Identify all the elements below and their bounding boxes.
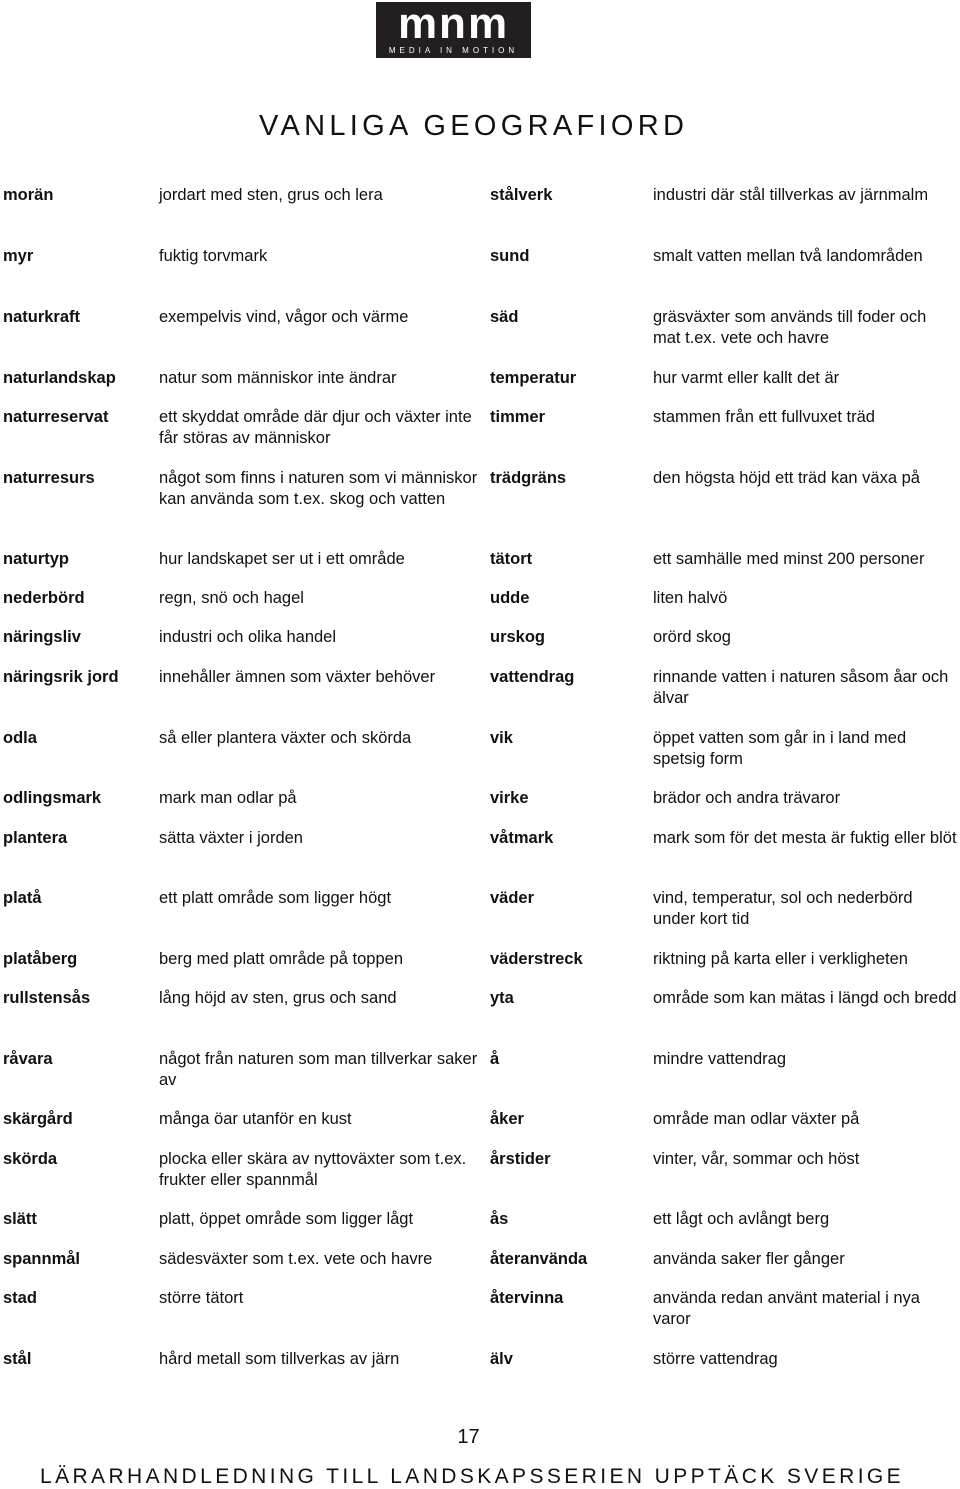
term-right: stålverk (490, 186, 553, 204)
term-right: vattendrag (490, 668, 575, 686)
definition-right: stammen från ett fullvuxet träd (653, 408, 875, 426)
definition-right: gräsväxter som används till foder och mat t.ex. vete och havre (653, 308, 927, 347)
mnm-logo (376, 2, 531, 58)
definition-right: den högsta höjd ett träd kan växa på (653, 469, 920, 487)
term-right: väder (490, 889, 535, 907)
term-right: å (490, 1050, 500, 1068)
term-left: råvara (3, 1050, 53, 1068)
page-title: VANLIGA GEOGRAFIORD (259, 110, 689, 142)
glossary-row (3, 307, 958, 368)
term-right: vik (490, 729, 513, 747)
glossary-row (3, 368, 958, 407)
term-right: ås (490, 1210, 509, 1228)
definition-right: område som kan mätas i längd och bredd (653, 989, 957, 1007)
term-left: skärgård (3, 1110, 73, 1128)
term-left: platåberg (3, 950, 78, 968)
glossary-row (3, 1209, 958, 1249)
term-right: urskog (490, 628, 546, 646)
term-left: näringsrik jord (3, 668, 119, 686)
term-right: sund (490, 247, 530, 265)
definition-left: större tätort (159, 1289, 244, 1307)
definition-left: industri och olika handel (159, 628, 337, 646)
definition-right: riktning på karta eller i verkligheten (653, 950, 908, 968)
term-right: våtmark (490, 829, 554, 847)
definition-left: hård metall som tillverkas av järn (159, 1350, 400, 1368)
term-right: timmer (490, 408, 546, 426)
definition-right: använda saker fler gånger (653, 1250, 845, 1268)
footer-title: LÄRARHANDLEDNING TILL LANDSKAPSSERIEN UPPTÄCK SVERIGE (40, 1465, 905, 1488)
definition-right: område man odlar växter på (653, 1110, 860, 1128)
definition-left: berg med platt område på toppen (159, 950, 403, 968)
definition-right: mark som för det mesta är fuktig eller blöt (653, 829, 957, 847)
term-right: säd (490, 308, 519, 326)
glossary-row (3, 468, 958, 549)
glossary-row (3, 1349, 958, 1389)
glossary-row (3, 1149, 958, 1209)
glossary-row (3, 949, 958, 988)
glossary-row (3, 185, 958, 246)
definition-left: ett platt område som ligger högt (159, 889, 392, 907)
glossary-row (3, 788, 958, 828)
definition-right: rinnande vatten i naturen såsom åar och älvar (653, 668, 949, 707)
definition-left: platt, öppet område som ligger lågt (159, 1210, 414, 1228)
glossary-table (3, 185, 958, 1389)
definition-left: så eller plantera växter och skörda (159, 729, 412, 747)
term-right: återvinna (490, 1289, 564, 1307)
definition-right: hur varmt eller kallt det är (653, 369, 840, 387)
glossary-row (3, 1049, 958, 1109)
glossary-row (3, 246, 958, 307)
glossary-row (3, 1109, 958, 1149)
term-left: stad (3, 1289, 37, 1307)
term-right: virke (490, 789, 529, 807)
term-left: naturresurs (3, 469, 95, 487)
glossary-row (3, 588, 958, 627)
term-right: väderstreck (490, 950, 583, 968)
term-right: udde (490, 589, 530, 607)
term-left: morän (3, 186, 54, 204)
term-right: åker (490, 1110, 524, 1128)
definition-left: sädesväxter som t.ex. vete och havre (159, 1250, 433, 1268)
definition-right: liten halvö (653, 589, 728, 607)
glossary-row (3, 549, 958, 588)
glossary-row (3, 728, 958, 788)
page-number: 17 (457, 1426, 480, 1448)
glossary-row (3, 888, 958, 949)
term-left: myr (3, 247, 34, 265)
term-left: naturreservat (3, 408, 109, 426)
term-left: odlingsmark (3, 789, 102, 807)
definition-left: sätta växter i jorden (159, 829, 303, 847)
term-right: temperatur (490, 369, 577, 387)
definition-right: industri där stål tillverkas av järnmalm (653, 186, 929, 204)
definition-right: ett samhälle med minst 200 personer (653, 550, 925, 568)
glossary-row (3, 407, 958, 468)
definition-left: fuktig torvmark (159, 247, 268, 265)
term-left: skörda (3, 1150, 58, 1168)
glossary-row (3, 1288, 958, 1349)
term-left: rullstensås (3, 989, 91, 1007)
definition-left: plocka eller skära av nyttoväxter som t.ex. frukter eller spannmål (159, 1150, 467, 1189)
term-left: spannmål (3, 1250, 81, 1268)
definition-left: något från naturen som man tillverkar saker av (159, 1050, 478, 1089)
term-right: yta (490, 989, 514, 1007)
term-left: naturlandskap (3, 369, 116, 387)
term-left: nederbörd (3, 589, 85, 607)
definition-left: ett skyddat område där djur och växter inte får störas av människor (159, 408, 472, 447)
glossary-row (3, 627, 958, 667)
term-left: plantera (3, 829, 68, 847)
logo-tagline: MEDIA IN MOTION (388, 46, 519, 55)
definition-right: använda redan använt material i nya varor (653, 1289, 920, 1328)
definition-right: mindre vattendrag (653, 1050, 786, 1068)
glossary-row (3, 1249, 958, 1288)
definition-left: många öar utanför en kust (159, 1110, 352, 1128)
glossary-row (3, 667, 958, 728)
definition-left: exempelvis vind, vågor och värme (159, 308, 409, 326)
term-left: stål (3, 1350, 32, 1368)
term-left: näringsliv (3, 628, 81, 646)
term-left: slätt (3, 1210, 37, 1228)
term-left: naturtyp (3, 550, 69, 568)
definition-right: större vattendrag (653, 1350, 778, 1368)
definition-left: mark man odlar på (159, 789, 297, 807)
logo-mark: mnm (397, 0, 510, 48)
definition-right: vinter, vår, sommar och höst (653, 1150, 860, 1168)
glossary-row (3, 988, 958, 1049)
definition-right: brädor och andra trävaror (653, 789, 841, 807)
term-right: tätort (490, 550, 533, 568)
definition-right: öppet vatten som går in i land med spetsig form (653, 729, 907, 768)
definition-left: lång höjd av sten, grus och sand (159, 989, 397, 1007)
definition-left: innehåller ämnen som växter behöver (159, 668, 436, 686)
term-right: trädgräns (490, 469, 567, 487)
definition-left: hur landskapet ser ut i ett område (159, 550, 405, 568)
definition-left: regn, snö och hagel (159, 589, 304, 607)
term-right: älv (490, 1350, 513, 1368)
definition-left: jordart med sten, grus och lera (159, 186, 383, 204)
definition-right: ett lågt och avlångt berg (653, 1210, 830, 1228)
definition-right: orörd skog (653, 628, 731, 646)
term-right: återanvända (490, 1250, 588, 1268)
term-right: årstider (490, 1150, 551, 1168)
definition-right: smalt vatten mellan två landområden (653, 247, 923, 265)
term-left: platå (3, 889, 42, 907)
definition-right: vind, temperatur, sol och nederbörd under kort tid (653, 889, 913, 928)
term-left: naturkraft (3, 308, 81, 326)
definition-left: natur som människor inte ändrar (159, 369, 397, 387)
term-left: odla (3, 729, 37, 747)
glossary-row (3, 828, 958, 888)
definition-left: något som finns i naturen som vi människor kan använda som t.ex. skog och vatten (159, 469, 478, 508)
